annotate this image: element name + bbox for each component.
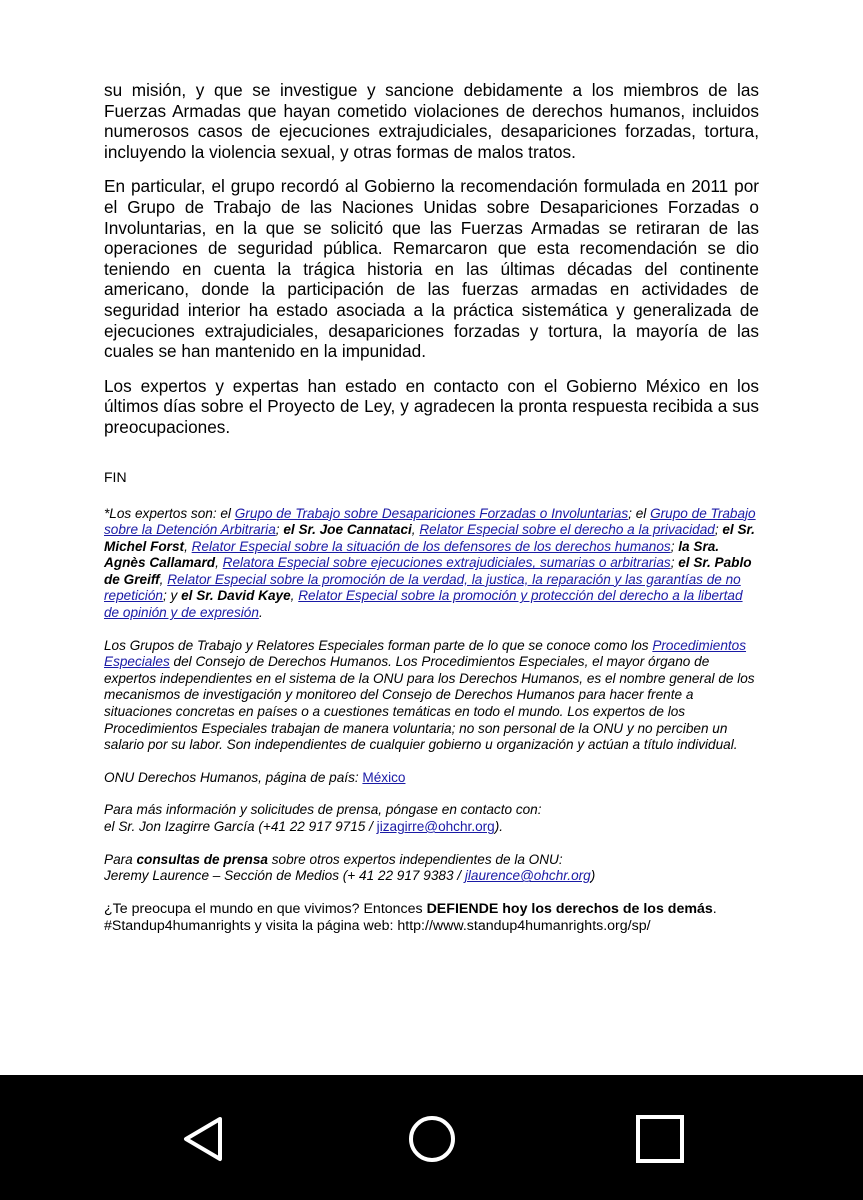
contact2-prefix: Para [104, 851, 137, 867]
expert-name-cannataci: el Sr. Joe Cannataci [283, 522, 412, 538]
back-button[interactable] [174, 1113, 234, 1173]
press-inquiries-bold: consultas de prensa [136, 851, 268, 867]
country-page-label: ONU Derechos Humanos, página de país: [104, 769, 363, 785]
email-laurence-link[interactable]: jlaurence@ohchr.org [464, 868, 591, 884]
contact-intro: Para más información y solicitudes de prensa, póngase en contacto con: [104, 802, 542, 818]
contact2-suffix: sobre otros expertos independientes de la ONU: [267, 851, 563, 867]
link-defenders-rapporteur[interactable]: Relator Especial sobre la situación de los defensores de los derechos humanos [191, 538, 671, 554]
expert-name-greiff: el Sr. Pablo de Greiff [104, 555, 752, 587]
expert-name-kaye: el Sr. David Kaye [181, 588, 291, 604]
fin-label: FIN [104, 468, 127, 485]
circle-home-icon [402, 1113, 462, 1173]
separator: , [411, 522, 420, 538]
separator: ; el [628, 505, 651, 521]
separator: ) [590, 868, 596, 884]
separator: ). [494, 819, 504, 834]
expert-name-forst: el Sr. Michel Forst [104, 522, 755, 554]
separator: . [712, 900, 717, 917]
body-paragraph-2: En particular, el grupo recordó al Gobierno la recomendación formulada en 2011 por el Grupo de Trabajo de las Naciones Unidas sobre Desapariciones Forzadas o Involuntarias, en la que se solicitó que las Fuerzas Armadas se retiraran de las operaciones de seguridad pública. Remarcaron que esta recomendación se dio teniendo en cuenta la trágica historia en las últimas décadas del continente americano, donde la participación de las fuerzas armadas en actividades de seguridad interior ha estado asociada a la práctica sistemática y generalizada de ejecuciones extrajudiciales, desapariciones forzadas y tortura, la mayoría de las cuales se han mantenido en la impunidad. [104, 176, 759, 362]
final-note [104, 901, 759, 936]
body-paragraph-3: Los expertos y expertas han estado en contacto con el Gobierno México en los últimos días sobre el Proyecto de Ley, y agradecen la pronta respuesta recibida a sus preocupaciones. [104, 375, 759, 437]
link-truth-rapporteur[interactable]: Relator Especial sobre la promoción de la verdad, la justica, la reparación y las garantías de no repetición [104, 571, 741, 604]
recents-button[interactable] [630, 1113, 690, 1173]
email-izagirre-link[interactable]: jizagirre@ohchr.org [376, 819, 495, 834]
procedures-text-before: Los Grupos de Trabajo y Relatores Especiales forman parte de lo que se conoce como los [104, 637, 653, 653]
procedures-text-after: del Consejo de Derechos Humanos. Los Procedimientos Especiales, el mayor órgano de expertos independientes en el sistema de la ONU para los Derechos Humanos, es el nombre general de los mecanismos de investigación y monitoreo del Consejo de Derechos Humanos para hacer frente a situaciones concretas en países o a cuestiones temáticas en todo el mundo. Los expertos de los Procedimientos Especiales trabajan de manera voluntaria; no son personal de la ONU y no perciben un salario por su labor. Son independientes de cualquier gobierno u organización y actúan a título individual. [104, 654, 755, 753]
link-special-procedures[interactable]: Procedimientos Especiales [104, 637, 747, 670]
separator: , [159, 571, 168, 587]
link-wg-detention[interactable]: Grupo de Trabajo sobre la Detención Arbitraria [104, 505, 756, 538]
separator: ; y [162, 588, 182, 604]
contact2-name: Jeremy Laurence – Sección de Medios (+ 41 22 917 9383 / [104, 868, 465, 884]
separator: ; [714, 522, 723, 538]
final-note-text: ¿Te preocupa el mundo en que vivimos? Entonces [104, 900, 427, 917]
link-expression-rapporteur[interactable]: Relator Especial sobre la promoción y protección del derecho a la libertad de opinión y de expresión [104, 588, 743, 621]
experts-note [104, 506, 759, 622]
separator: ; [275, 522, 284, 538]
body-paragraph-1: su misión, y que se investigue y sancione debidamente a los miembros de las Fuerzas Armadas que hayan cometido violaciones de derechos humanos, incluidos numerosos casos de ejecuciones extrajudiciales, desapariciones forzadas, tortura, incluyendo la violencia sexual, y otras formas de malos tratos. [104, 80, 759, 162]
separator: ; [670, 538, 679, 554]
link-mexico[interactable]: México [362, 769, 406, 785]
separator: , [184, 538, 192, 554]
country-page-line [104, 770, 759, 787]
contact-name: el Sr. Jon Izagirre García (+41 22 917 9715 / [104, 819, 377, 834]
triangle-back-icon [174, 1113, 234, 1173]
separator: ; [670, 555, 679, 571]
square-recents-icon [630, 1113, 690, 1173]
contact-izagirre [104, 802, 759, 835]
home-button[interactable] [402, 1113, 462, 1173]
separator: , [290, 588, 299, 604]
separator: , [215, 555, 223, 571]
android-navigation-bar [0, 1075, 863, 1200]
final-note-bold: DEFIENDE hoy los derechos de los demás [426, 900, 713, 917]
experts-intro: *Los expertos son: el [104, 505, 235, 521]
link-wg-disappearances[interactable]: Grupo de Trabajo sobre Desapariciones Forzadas o Involuntarias [234, 505, 629, 521]
procedures-note [104, 638, 759, 754]
final-note-hashtag-line: #Standup4humanrights y visita la página web: http://www.standup4humanrights.org/sp/ [104, 918, 651, 935]
expert-name-callamard: la Sra. Agnès Callamard [104, 538, 720, 571]
document-content [104, 80, 759, 936]
link-executions-rapporteur[interactable]: Relatora Especial sobre ejecuciones extrajudiciales, sumarias o arbitrarias [222, 555, 671, 571]
contact-laurence [104, 852, 759, 885]
link-privacy-rapporteur[interactable]: Relator Especial sobre el derecho a la privacidad [419, 522, 715, 538]
separator: . [258, 605, 263, 621]
